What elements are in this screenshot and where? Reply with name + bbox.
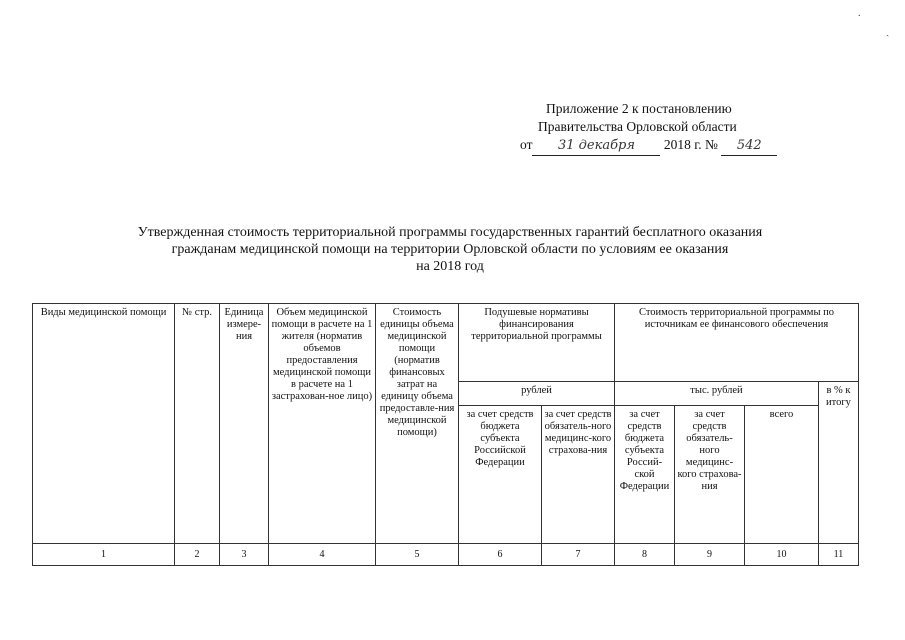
header-total: всего (745, 406, 819, 544)
header-oms-rub: за счет средств обязатель-ного медицинс-кого страхова-ния (542, 406, 615, 544)
column-number: 7 (542, 544, 615, 566)
column-number: 10 (745, 544, 819, 566)
title-line1: Утвержденная стоимость территориальной программы государственных гарантий бесплатного оказания (137, 225, 763, 240)
title-line3: на 2018 год (416, 259, 484, 274)
handwritten-number: 542 (721, 137, 777, 156)
column-number: 8 (615, 544, 675, 566)
header-unit-cost: Стоимость единицы объема медицинской помощи (норматив финансовых затрат на единицу объема предоставле-ния медицинской помощи) (376, 304, 459, 544)
appendix-from: от (520, 137, 533, 152)
scan-tick: ˎ (886, 26, 890, 37)
header-unit: Единица измере-ния (220, 304, 269, 544)
header-rubles: рублей (459, 382, 615, 406)
appendix-line3 (520, 136, 800, 156)
header-volume: Объем медицинской помощи в расчете на 1 жителя (норматив объемов предоставления медицинской помощи в расчете на 1 застрахован-ное лицо) (269, 304, 376, 544)
header-budget-rub: за счет средств бюджета субъекта Российской Федерации (459, 406, 542, 544)
header-percent-total: в % к итогу (819, 382, 859, 544)
scan-dot: . (858, 8, 861, 19)
header-budget-thous: за счет средств бюджета субъекта Россий-ской Федерации (615, 406, 675, 544)
column-number: 6 (459, 544, 542, 566)
header-per-capita-group: Подушевые нормативы финансирования территориальной программы (459, 304, 615, 382)
handwritten-date: 31 декабря (532, 137, 660, 156)
appendix-block (520, 100, 800, 156)
column-number: 4 (269, 544, 376, 566)
document-title (100, 224, 800, 275)
appendix-line1: Приложение 2 к постановлению (546, 101, 732, 116)
title-line2: гражданам медицинской помощи на территории Орловской области по условиям ее оказания (171, 242, 729, 257)
column-number: 9 (675, 544, 745, 566)
column-number: 5 (376, 544, 459, 566)
header-row-number: № стр. (175, 304, 220, 544)
header-thousand-rubles: тыс. рублей (615, 382, 819, 406)
column-number: 2 (175, 544, 220, 566)
column-number: 3 (220, 544, 269, 566)
column-number: 1 (33, 544, 175, 566)
header-oms-thous: за счет средств обязатель-ного медицинс-кого страхова-ния (675, 406, 745, 544)
column-number: 11 (819, 544, 859, 566)
header-care-types: Виды медицинской помощи (33, 304, 175, 544)
header-program-cost-group: Стоимость территориальной программы по источникам ее финансового обеспечения (615, 304, 859, 382)
appendix-line2: Правительства Орловской области (538, 119, 737, 134)
cost-table (32, 303, 859, 566)
appendix-year: 2018 г. № (663, 137, 718, 152)
